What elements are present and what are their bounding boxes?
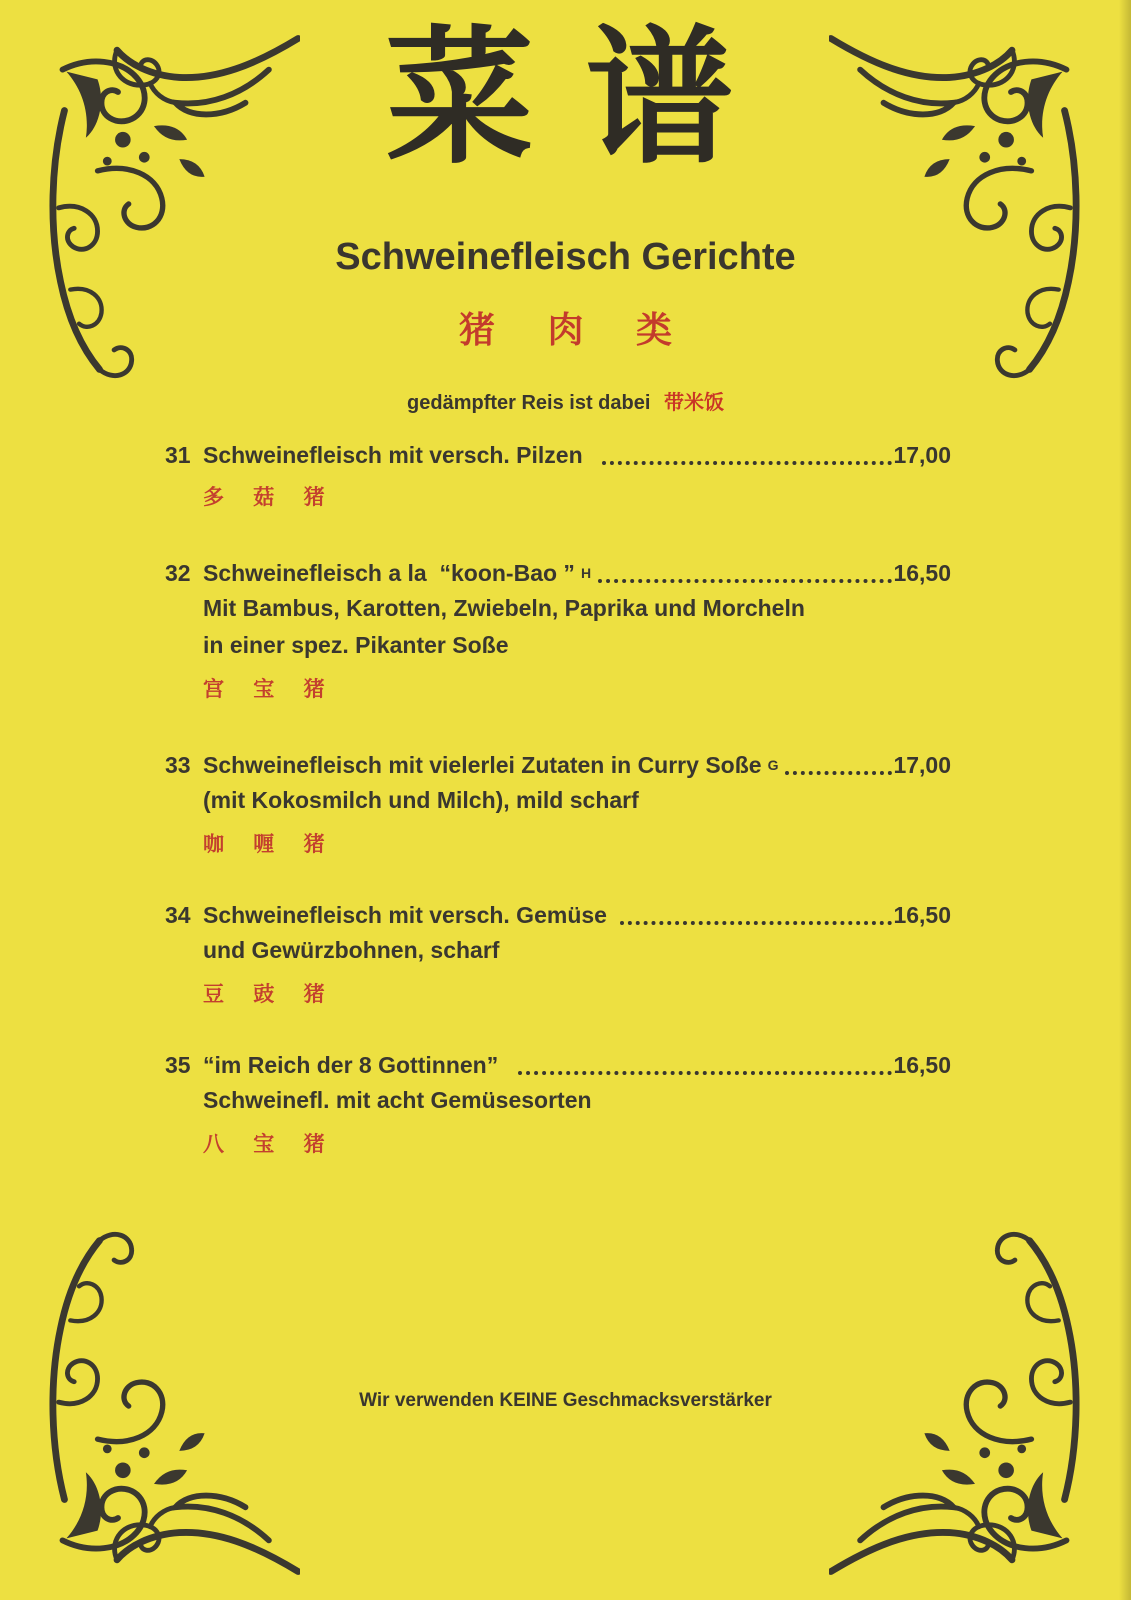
item-description: und Gewürzbohnen, scharf — [203, 937, 500, 963]
rice-note — [0, 386, 1131, 415]
item-name: Schweinefleisch a la “koon-Bao ” — [203, 560, 575, 586]
item-chinese-name: 咖 喱 猪 — [203, 832, 336, 856]
item-price: 17,00 — [893, 752, 951, 778]
item-row — [165, 1048, 951, 1082]
menu-item-31 — [165, 438, 951, 511]
footer-note: Wir verwenden KEINE Geschmacksverstärker — [359, 1390, 772, 1411]
item-price: 16,50 — [893, 1052, 951, 1078]
menu-item-34 — [165, 898, 951, 1008]
menu-title-chinese: 菜谱 — [385, 10, 786, 184]
dot-leader — [620, 921, 892, 925]
item-name: Schweinefleisch mit versch. Pilzen — [203, 442, 590, 468]
item-row — [165, 898, 951, 932]
item-description: (mit Kokosmilch und Milch), mild scharf — [203, 787, 639, 813]
menu-item-32 — [165, 551, 951, 703]
item-chinese-name: 宫 宝 猪 — [203, 677, 336, 701]
item-allergen-superscript: H — [580, 565, 592, 581]
item-price: 16,50 — [893, 902, 951, 928]
item-chinese-name: 多 菇 猪 — [203, 485, 336, 509]
item-chinese-name: 豆 豉 猪 — [203, 982, 336, 1006]
item-chinese-name: 八 宝 猪 — [203, 1132, 336, 1156]
item-row — [165, 438, 951, 472]
dot-leader — [785, 771, 892, 775]
item-allergen-superscript: G — [767, 757, 779, 773]
rice-note-chinese: 带米饭 — [663, 390, 724, 414]
section-subtitle-chinese: 猪 肉 类 — [458, 310, 693, 351]
item-row — [165, 743, 951, 782]
item-number: 32 — [165, 560, 191, 586]
menu-item-33 — [165, 743, 951, 858]
item-name: “im Reich der 8 Gottinnen” — [203, 1052, 505, 1078]
item-row — [165, 551, 951, 590]
dot-leader — [518, 1071, 893, 1075]
item-description: Schweinefl. mit acht Gemüsesorten — [203, 1087, 592, 1113]
item-number: 34 — [165, 902, 191, 928]
item-description: Mit Bambus, Karotten, Zwiebeln, Paprika und Morcheln — [203, 595, 805, 621]
item-price: 17,00 — [893, 442, 951, 468]
item-name: Schweinefleisch mit versch. Gemüse — [203, 902, 607, 928]
item-number: 33 — [165, 752, 191, 778]
item-number: 35 — [165, 1052, 191, 1078]
item-name: Schweinefleisch mit vielerlei Zutaten in Curry Soße — [203, 752, 762, 778]
rice-note-german: gedämpfter Reis ist dabei — [407, 392, 651, 414]
menu-list — [165, 438, 951, 1198]
item-price: 16,50 — [893, 560, 951, 586]
item-description: in einer spez. Pikanter Soße — [203, 632, 509, 658]
dot-leader — [598, 579, 892, 583]
menu-item-35 — [165, 1048, 951, 1158]
section-heading: Schweinefleisch Gerichte — [335, 236, 796, 278]
dot-leader — [602, 461, 892, 465]
item-number: 31 — [165, 442, 191, 468]
